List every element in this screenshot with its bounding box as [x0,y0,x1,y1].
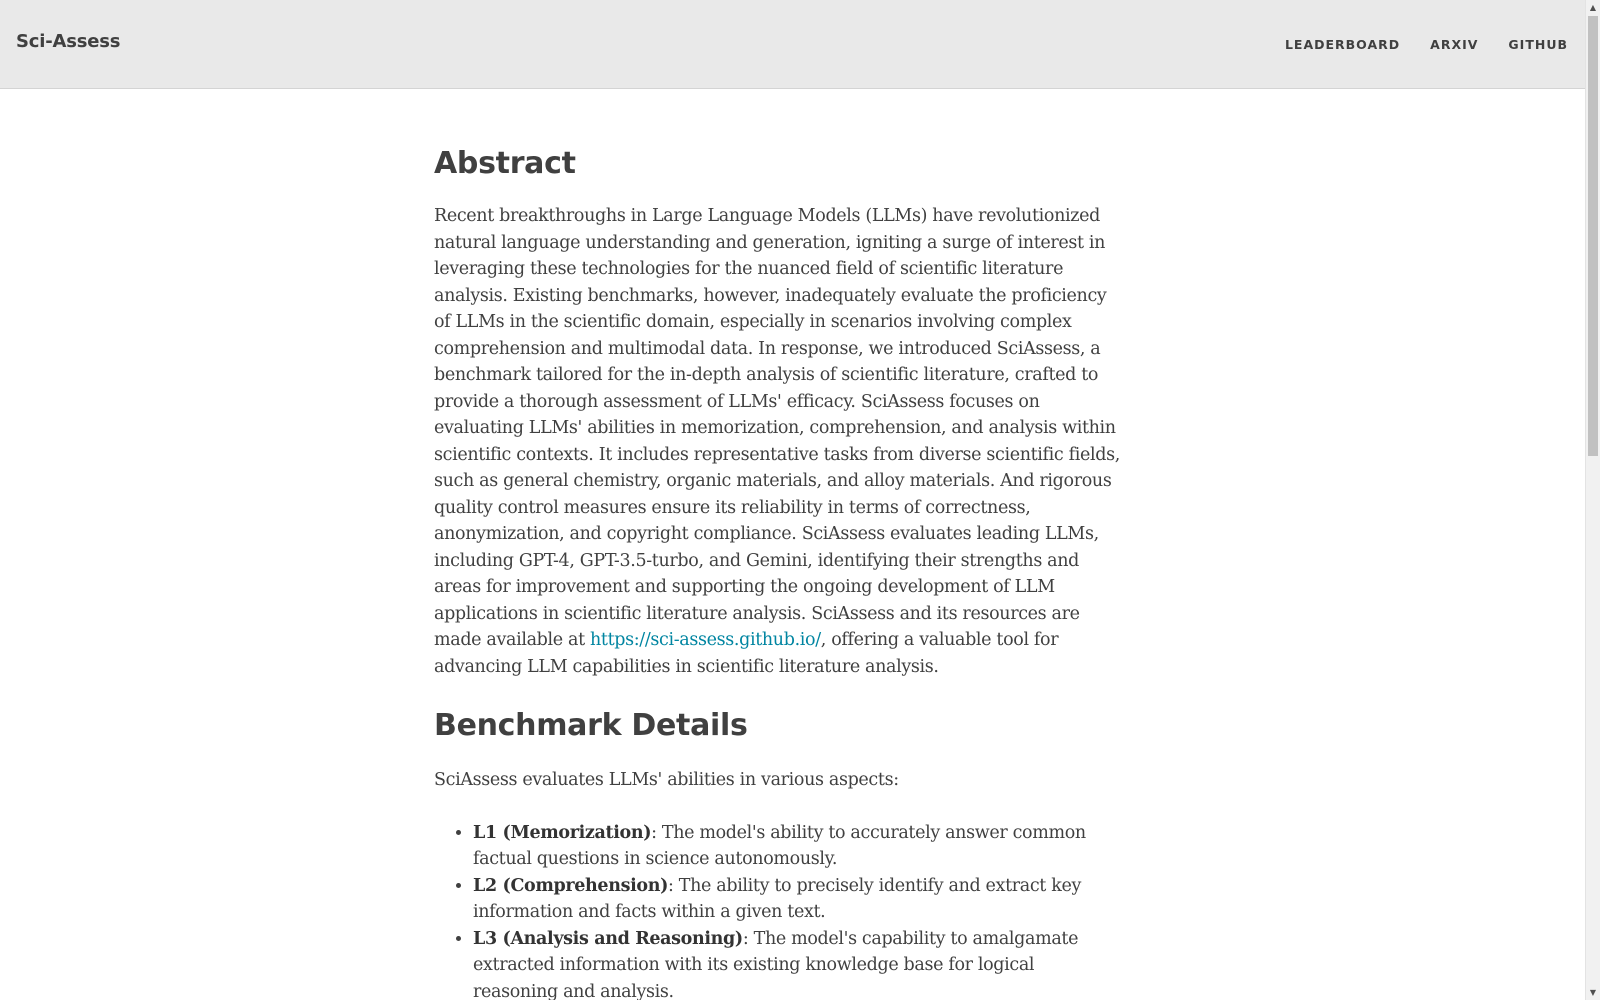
scroll-down-icon[interactable]: ▼ [1589,988,1597,997]
level-description: : The ability to precisely identify and extract key information and facts within a given text. [473,875,1081,922]
benchmark-intro: SciAssess evaluates LLMs' abilities in various aspects: [434,770,899,790]
abstract-heading: Abstract [434,146,576,181]
level-term: L1 (Memorization) [473,822,652,843]
project-site-link[interactable]: https://sci-assess.github.io/ [589,630,821,650]
level-term: L3 (Analysis and Reasoning) [473,928,743,949]
level-description: : The model's ability to accurately answer common factual questions in science autonomously. [473,822,1086,869]
list-item [473,926,1124,1000]
scroll-up-icon[interactable]: ▲ [1589,3,1597,12]
list-item [473,820,1124,873]
abstract-text-end: , offering a valuable tool for advancing LLM capabilities in scientific literature analysis. [434,630,1059,677]
ability-level-list [434,820,1124,1000]
top-navbar [0,0,1585,89]
abstract-paragraph [434,203,1124,680]
nav-link-leaderboard[interactable]: LEADERBOARD [1284,37,1401,52]
nav-link-github[interactable]: GITHUB [1508,37,1568,52]
list-item [473,873,1124,926]
nav-link-arxiv[interactable]: ARXIV [1430,37,1479,52]
vertical-scrollbar[interactable] [1585,0,1600,1000]
benchmark-details-heading: Benchmark Details [434,708,748,743]
nav-links [1285,37,1568,52]
scrollbar-thumb[interactable] [1588,16,1598,456]
level-description: : The model's capability to amalgamate extracted information with its existing knowledge base for logical reasoning and analysis. [473,928,1079,1000]
abstract-text-start: Recent breakthroughs in Large Language Models (LLMs) have revolutionized natural language understanding and generation, igniting a surge of interest in leveraging these technologies for the nuanced field of scientific literature analysis. Existing benchmarks, however, inadequately evaluate the proficiency of LLMs in the scientific domain, especially in scenarios involving complex comprehension and multimodal data. In response, we introduced SciAssess, a benchmark tailored for the in-depth analysis of scientific literature, crafted to provide a thorough assessment of LLMs' efficacy. SciAssess focuses on evaluating LLMs' abilities in memorization, comprehension, and analysis within scientific contexts. It includes representative tasks from diverse scientific fields, such as general chemistry, organic materials, and alloy materials. And rigorous quality control measures ensure its reliability in terms of correctness, anonymization, and copyright compliance. SciAssess evaluates leading LLMs, including GPT-4, GPT-3.5-turbo, and Gemini, identifying their strengths and areas for improvement and supporting the ongoing development of LLM applications in scientific literature analysis. SciAssess and its resources are made available at [434,206,1120,650]
site-brand-link[interactable]: Sci-Assess [16,31,121,52]
main-content [434,90,1124,1000]
level-term: L2 (Comprehension) [473,875,669,896]
